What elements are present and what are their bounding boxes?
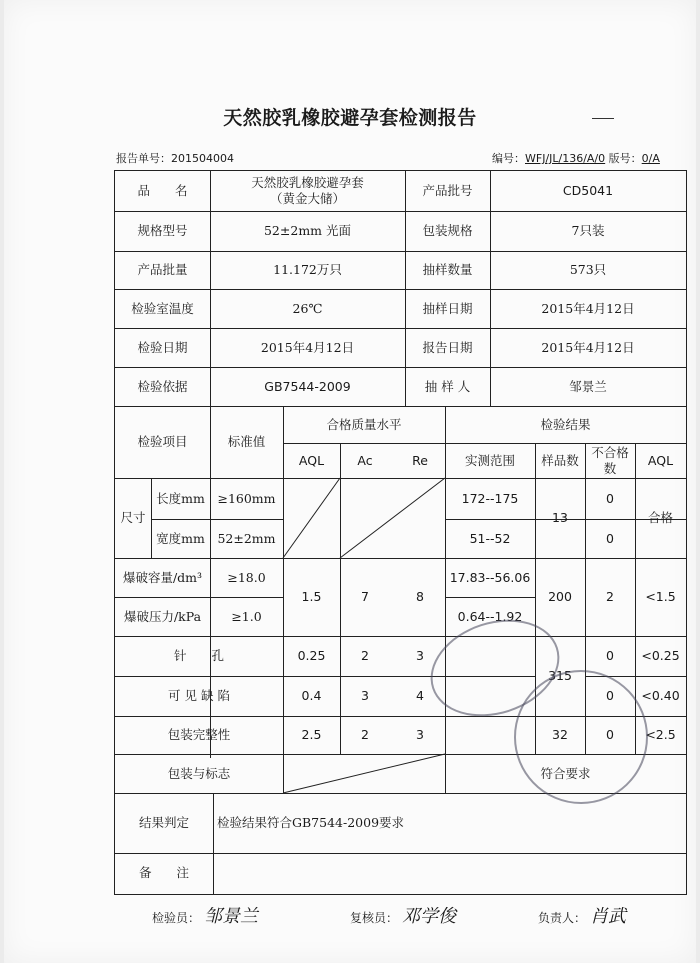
- code-line: [492, 150, 660, 166]
- sampler: 邹景兰: [569, 378, 607, 394]
- manager-name: 肖武: [590, 906, 627, 927]
- version-value: 0/A: [641, 152, 660, 165]
- remark-label: 备 注: [138, 865, 189, 881]
- header-item: 检验项目: [137, 434, 188, 450]
- sample-qty-label: 抽样数量: [422, 262, 473, 278]
- batch-no: CD5041: [562, 183, 614, 199]
- sample-qty: 573只: [569, 262, 607, 278]
- inspector-name: 邹景兰: [204, 906, 259, 927]
- spec-label: 规格型号: [137, 223, 188, 239]
- defect-aql: 0.4: [301, 688, 322, 704]
- burst-aql-result: <1.5: [645, 589, 676, 605]
- pinhole-nonconform: 0: [606, 648, 614, 664]
- header-aql: AQL: [298, 452, 325, 468]
- reviewer-label: 复核员：: [350, 911, 399, 925]
- report-number: 201504004: [171, 152, 234, 165]
- length-standard: ≥160mm: [217, 490, 276, 506]
- pinhole-re: 3: [416, 648, 424, 664]
- product-name: 天然胶乳橡胶避孕套: [251, 175, 364, 191]
- report-date-label: 报告日期: [422, 339, 473, 355]
- batch-qty-label: 产品批量: [137, 262, 188, 278]
- header-aql-result: AQL: [647, 452, 674, 468]
- header-sample-count: 样品数: [541, 452, 579, 468]
- room-temp-label: 检验室温度: [131, 300, 194, 316]
- length-label: 长度mm: [156, 490, 205, 506]
- inspector-label: 检验员：: [152, 911, 201, 925]
- marking-label: 包装与标志: [167, 765, 231, 781]
- burst-volume-range: 17.83--56.06: [449, 569, 531, 585]
- size-samples: 13: [552, 510, 568, 526]
- manager-label: 负责人：: [538, 911, 587, 925]
- burst-samples: 200: [548, 589, 572, 605]
- package-nonconform: 0: [606, 727, 614, 743]
- pinhole-aql: 0.25: [297, 648, 326, 664]
- conclusion-text: 检验结果符合GB7544-2009要求: [217, 815, 405, 831]
- size-aql-result: 合格: [647, 510, 673, 526]
- pinhole-aql-result: <0.25: [641, 648, 680, 664]
- size-label: 尺寸: [120, 510, 146, 526]
- burst-volume-standard: ≥18.0: [227, 569, 266, 585]
- product-name-sub: （黄金大储）: [269, 191, 345, 206]
- report-sheet: [4, 0, 696, 963]
- version-label: 版号：: [608, 152, 642, 165]
- length-range: 172--175: [461, 490, 519, 506]
- room-temp: 26℃: [292, 300, 323, 316]
- width-range: 51--52: [469, 530, 511, 546]
- spec-value: 52±2mm 光面: [263, 223, 351, 239]
- width-label: 宽度mm: [156, 530, 205, 546]
- basis-label: 检验依据: [137, 378, 188, 394]
- manager-signature: [538, 902, 626, 928]
- report-date: 2015年4月12日: [541, 339, 635, 355]
- defect-label: 可 见 缺 陷: [168, 688, 230, 704]
- pack-spec: 7只装: [571, 223, 605, 239]
- sample-date-label: 抽样日期: [422, 300, 473, 316]
- burst-volume-label: 爆破容量/dm³: [122, 569, 203, 585]
- reviewer-name: 邓学俊: [402, 906, 457, 927]
- remark-text: [213, 853, 686, 893]
- burst-pressure-range: 0.64--1.92: [457, 608, 523, 624]
- burst-pressure-label: 爆破压力/kPa: [123, 608, 202, 624]
- length-nonconform: 0: [606, 490, 614, 506]
- header-re: Re: [412, 452, 428, 468]
- header-ac: Ac: [357, 452, 373, 468]
- header-nonconform: 不合格数: [591, 444, 629, 476]
- inspector-signature: [152, 902, 258, 928]
- conclusion-label: 结果判定: [138, 815, 189, 831]
- marking-result: 符合要求: [540, 765, 591, 781]
- package-re: 3: [416, 727, 424, 743]
- sampler-label: 抽 样 人: [424, 378, 471, 394]
- defect-ac: 3: [361, 688, 369, 704]
- product-name-label: 品 名: [137, 183, 188, 199]
- report-number-line: [116, 150, 234, 166]
- pack-spec-label: 包装规格: [422, 223, 473, 239]
- header-standard: 标准值: [227, 434, 266, 450]
- batch-qty: 11.172万只: [273, 262, 342, 278]
- pinhole-label: 针 孔: [173, 648, 224, 664]
- defect-aql-result: <0.40: [641, 688, 680, 704]
- header-range: 实测范围: [464, 452, 515, 468]
- batch-no-label: 产品批号: [422, 183, 473, 199]
- header-quality-level: 合格质量水平: [326, 416, 402, 432]
- package-ac: 2: [361, 727, 369, 743]
- code-label: 编号：: [492, 152, 525, 165]
- test-date: 2015年4月12日: [260, 339, 355, 355]
- sample-date: 2015年4月12日: [541, 300, 635, 316]
- width-nonconform: 0: [606, 530, 614, 546]
- reviewer-signature: [350, 902, 456, 928]
- burst-ac: 7: [361, 589, 369, 605]
- burst-nonconform: 2: [606, 589, 614, 605]
- header-result: 检验结果: [540, 416, 591, 432]
- package-aql: 2.5: [301, 727, 322, 743]
- package-label: 包装完整性: [167, 727, 231, 743]
- burst-aql: 1.5: [301, 589, 322, 605]
- product-name-cell: [210, 171, 405, 211]
- width-standard: 52±2mm: [217, 530, 276, 546]
- pinhole-defect-samples: 315: [548, 668, 572, 684]
- package-aql-result: <2.5: [645, 727, 676, 743]
- basis-value: GB7544-2009: [264, 378, 351, 394]
- pinhole-ac: 2: [361, 648, 369, 664]
- report-title: 天然胶乳橡胶避孕套检测报告: [223, 107, 477, 129]
- defect-nonconform: 0: [606, 688, 614, 704]
- test-date-label: 检验日期: [137, 339, 188, 355]
- burst-re: 8: [416, 589, 424, 605]
- code-value: WFJ/JL/136/A/0: [525, 152, 606, 165]
- package-samples: 32: [552, 727, 568, 743]
- defect-re: 4: [416, 688, 424, 704]
- burst-pressure-standard: ≥1.0: [231, 608, 262, 624]
- report-number-label: 报告单号：: [116, 152, 171, 165]
- ink-mark: [592, 118, 614, 119]
